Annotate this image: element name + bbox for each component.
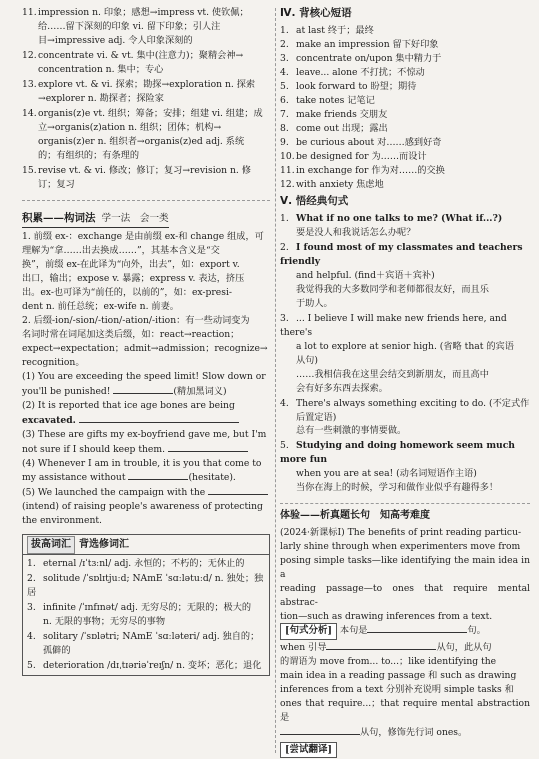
phrase-item xyxy=(280,66,530,80)
entry-line: eternal /ɪˈtɜːnl/ adj. 永恒的；不朽的；无休止的 xyxy=(43,557,245,569)
exam-line: larly shine through when experimenters move from xyxy=(280,540,521,552)
sentence-number: 3. xyxy=(280,312,289,324)
phrase-item xyxy=(280,80,530,94)
entry-line: 给……留下深刻的印象 vi. 留下印象；引人注 xyxy=(38,20,221,32)
section-subtitle-text: 学一法 会一类 xyxy=(101,212,169,224)
exercise-1 xyxy=(22,370,270,399)
entry-number: 12. xyxy=(22,49,37,61)
phrase-item xyxy=(280,108,530,122)
entry-number: 15. xyxy=(22,164,37,176)
phrase-text: leave... alone 不打扰；不惊动 xyxy=(296,66,425,78)
entry-line: impression n. 印象；感想→impress vt. 使钦佩； xyxy=(38,7,249,18)
advanced-vocab-box xyxy=(22,534,270,676)
entry-number: 5. xyxy=(27,659,36,671)
item-line: recognition。 xyxy=(22,356,85,368)
entry-line: 立→organis(z)ation n. 组织；团体；机构→ xyxy=(38,121,222,133)
phrase-item xyxy=(280,94,530,108)
item-line: 出口，输出；expose v. 暴露；express v. 表达，挤压 xyxy=(22,272,245,284)
analysis-text: 从句，修饰先行词 ones。 xyxy=(360,726,468,738)
entry-line: explore vt. & vi. 探索；勘探→exploration n. 探索 xyxy=(38,78,256,90)
phrase-number: 8. xyxy=(280,122,289,134)
exercise-text: (1) You are exceeding the speed limit! Slow down or xyxy=(22,370,266,382)
phrase-number: 7. xyxy=(280,108,289,120)
phrase-number: 3. xyxy=(280,52,289,64)
phrase-item xyxy=(280,164,530,178)
exercise-text: (2) It is reported that ice age bones are being xyxy=(22,399,235,411)
entry-line: organis(z)er n. 组织者→organis(z)ed adj. 系统 xyxy=(38,135,245,147)
sentence-line: 会有好多东西去探索。 xyxy=(296,382,388,394)
exam-line: (2024·新课标Ⅰ) The benefits of print reading particu- xyxy=(280,526,522,538)
experience-title: 体验——析真题长句 知高考难度 xyxy=(280,510,430,522)
phrase-text: come out 出现；露出 xyxy=(296,122,388,134)
phrase-text: be designed for 为……而设计 xyxy=(296,150,427,162)
entry-number: 4. xyxy=(27,630,36,642)
analysis-text: when 引导 xyxy=(280,641,327,653)
phrase-text: concentrate on/upon 集中精力于 xyxy=(296,52,442,64)
exercise-text: my assistance without xyxy=(22,472,126,484)
exam-sentence xyxy=(280,526,530,624)
answer-blank[interactable] xyxy=(79,413,239,423)
sentence-line: a lot to explore at senior high. (省略 that 的宾语 xyxy=(296,340,514,352)
phrase-number: 1. xyxy=(280,24,289,36)
answer-blank[interactable] xyxy=(326,640,436,650)
box-title: 背选修词汇 xyxy=(79,539,129,551)
column-divider xyxy=(275,8,276,753)
translate-block xyxy=(280,742,530,758)
sentence-line: 从句) xyxy=(296,354,318,366)
item-head: 2. 后缀-ion/-sion/-tion/-ation/-ition：有一些动词变为 xyxy=(22,314,250,326)
advanced-vocab-item xyxy=(27,601,265,629)
sentence-line: Studying and doing homework seem much more fun xyxy=(280,440,515,466)
entry-number: 11. xyxy=(22,7,37,18)
sentence-line: 后置定语) xyxy=(296,411,337,423)
section-divider xyxy=(22,200,270,201)
phrase-item xyxy=(280,122,530,136)
section-title-text: 积累——构词法 xyxy=(22,211,96,224)
sentences-section-title: Ⅴ. 悟经典句式 xyxy=(280,194,349,207)
advanced-vocab-item xyxy=(27,630,265,658)
analysis-text: 本句是 xyxy=(339,625,368,637)
phrase-item xyxy=(280,136,530,150)
answer-blank[interactable] xyxy=(168,442,248,452)
phrase-item xyxy=(280,150,530,164)
exercise-5 xyxy=(22,485,270,528)
vocab-entry-12 xyxy=(22,49,270,77)
sentence-line: ……我相信我在这里会结交到新朋友，而且高中 xyxy=(296,368,489,380)
exam-line: reading passage—to ones that require mental abstrac- xyxy=(280,582,530,608)
item-head: 1. 前缀 ex-：exchange 是由前缀 ex-和 change 组成，可 xyxy=(22,230,264,242)
phrase-number: 2. xyxy=(280,38,289,50)
sentence-line: 总有一些刺激的事情要做。 xyxy=(296,425,407,437)
analysis-text: main idea in a reading passage 和 such as drawing xyxy=(280,669,517,681)
translate-tag: [尝试翻译] xyxy=(280,742,337,758)
analysis-text: 的谓语为 move from... to...；like identifying the xyxy=(280,655,497,667)
entry-line: 订；复习 xyxy=(38,178,75,190)
vocab-entry-14 xyxy=(22,107,270,163)
entry-line: concentrate vi. & vt. 集中(注意力)；聚精会神→ xyxy=(38,49,244,61)
analysis-block xyxy=(280,623,530,739)
left-column xyxy=(22,6,270,676)
item-line: dent n. 前任总统；ex-wife n. 前妻。 xyxy=(22,300,179,312)
entry-line: concentration n. 集中；专心 xyxy=(38,63,164,75)
exercise-text: not sure if I should keep them. xyxy=(22,443,165,455)
vocab-entry-13 xyxy=(22,78,270,106)
exam-line: posing simple tasks—like identifying the main idea in a xyxy=(280,554,530,580)
exercise-text: the environment. xyxy=(22,515,102,527)
exam-line: tion—such as drawing inferences from a text. xyxy=(280,610,493,622)
phrase-number: 4. xyxy=(280,66,289,78)
phrase-number: 9. xyxy=(280,136,289,148)
phrases-section-title: Ⅳ. 背核心短语 xyxy=(280,7,352,19)
answer-blank[interactable] xyxy=(208,485,268,495)
sentence-number: 5. xyxy=(280,440,289,452)
phrase-number: 11. xyxy=(280,164,295,176)
phrase-text: in exchange for 作为对……的交换 xyxy=(296,164,445,176)
exercise-text: (5) We launched the campaign with the xyxy=(22,487,206,499)
word-formation-title xyxy=(22,211,169,228)
entry-line: deterioration /dɪˌtɪəriəˈreɪʃn/ n. 变坏；恶化；退化 xyxy=(43,659,262,671)
sentence-line: 于助人。 xyxy=(296,297,333,309)
phrase-number: 10. xyxy=(280,150,295,162)
entry-number: 1. xyxy=(27,557,36,569)
vocab-entry-11 xyxy=(22,6,270,48)
answer-blank[interactable] xyxy=(367,623,467,633)
phrase-text: take notes 记笔记 xyxy=(296,94,375,106)
sentence-line: 要是没人和我说话怎么办呢？ xyxy=(296,226,416,238)
entry-line: 目→impressive adj. 令人印象深刻的 xyxy=(38,34,193,46)
sentence-line: 我觉得我的大多数同学和老师都很友好，而且乐 xyxy=(296,283,489,295)
phrase-item xyxy=(280,38,530,52)
entry-line: solitude /ˈsɒlɪtjuːd; NAmE ˈsɑːlətuːd/ n. 独处；独居 xyxy=(27,572,264,598)
sentence-line: I found most of my classmates and teachers friendly xyxy=(280,241,523,267)
exercise-2 xyxy=(22,399,270,428)
analysis-text: 句。 xyxy=(467,625,486,637)
sentence-number: 2. xyxy=(280,241,289,253)
exercise-text: excavated. xyxy=(22,414,76,426)
sentence-line: and helpful. (find＋宾语＋宾补) xyxy=(296,269,435,281)
section-divider xyxy=(280,503,530,504)
box-tag: 拔高词汇 xyxy=(27,536,75,553)
phrase-item xyxy=(280,52,530,66)
sentence-item-5 xyxy=(280,439,530,495)
sentence-number: 1. xyxy=(280,212,289,224)
sentence-line: when you are at sea! (动名词短语作主语) xyxy=(296,468,477,480)
phrase-number: 12. xyxy=(280,178,295,190)
exercise-hint: (精加黑词义) xyxy=(173,385,227,397)
exercise-text: (3) These are gifts my ex-boyfriend gave me, but I'm xyxy=(22,428,267,440)
exercise-text: you'll be punished! xyxy=(22,385,111,397)
analysis-text: inferences from a text 分别补充说明 simple tasks 和 xyxy=(280,683,514,695)
item-line: 换”，前缀 ex-在此译为“向外，出去”，如：export v. xyxy=(22,258,240,270)
phrase-number: 5. xyxy=(280,80,289,92)
entry-line: infinite /ˈɪnfɪnət/ adj. 无穷尽的；无限的；极大的 xyxy=(43,601,252,613)
sentence-number: 4. xyxy=(280,397,289,409)
right-column xyxy=(280,6,530,758)
sentence-line: 当你在海上的时候，学习和做作业似乎有趣得多！ xyxy=(296,482,499,494)
analysis-text: 从句，此从句 xyxy=(436,641,492,653)
phrase-text: look forward to 盼望；期待 xyxy=(296,80,417,92)
answer-blank[interactable] xyxy=(113,384,173,394)
exercise-hint: (hesitate). xyxy=(188,472,236,484)
vocab-entry-15 xyxy=(22,164,270,192)
sentence-item-1 xyxy=(280,212,530,240)
entry-number: 14. xyxy=(22,107,37,119)
item-line: expect→expectation；admit→admission；recognize→ xyxy=(22,342,268,354)
entry-line: 孤僻的 xyxy=(43,644,71,656)
entry-number: 13. xyxy=(22,78,37,90)
phrase-text: with anxiety 焦虑地 xyxy=(296,178,384,190)
sentence-item-3 xyxy=(280,312,530,396)
answer-blank[interactable] xyxy=(280,725,360,735)
advanced-vocab-header xyxy=(23,536,269,554)
entry-line: revise vt. & vi. 修改；修订；复习→revision n. 修 xyxy=(38,164,251,176)
item-line: 名词时常在词尾加这类后缀，如：react→reaction； xyxy=(22,328,240,340)
phrase-number: 6. xyxy=(280,94,289,106)
analysis-text: ones that require...；that require mental abstraction 是 xyxy=(280,697,530,723)
entry-number: 2. xyxy=(27,572,36,584)
phrase-text: at last 终于；最终 xyxy=(296,24,374,36)
analysis-tag: [句式分析] xyxy=(280,623,337,639)
exercise-4 xyxy=(22,457,270,486)
exercise-text: (4) Whenever I am in trouble, it is you that come to xyxy=(22,457,262,469)
phrase-text: make friends 交朋友 xyxy=(296,108,388,120)
phrase-item xyxy=(280,24,530,38)
sentence-line: ... I believe I will make new friends here, and there's xyxy=(280,312,507,338)
exercise-text: (intend) of raising people's awareness of protecting xyxy=(22,501,263,513)
prefix-ex-item xyxy=(22,230,270,314)
item-line: 出。ex-也可译为“前任的，以前的”，如：ex-presi- xyxy=(22,286,232,298)
entry-line: n. 无限的事物；无穷尽的事物 xyxy=(43,615,166,627)
phrase-item xyxy=(280,178,530,192)
phrase-text: make an impression 留下好印象 xyxy=(296,38,439,50)
advanced-vocab-item xyxy=(27,572,265,600)
entry-number: 3. xyxy=(27,601,36,613)
entry-line: →explorer n. 勘探者；探险家 xyxy=(38,92,164,104)
suffix-ion-item xyxy=(22,314,270,370)
entry-line: solitary /ˈsɒlətri; NAmE ˈsɑːləteri/ adj. 独自的； xyxy=(43,630,260,642)
phrase-text: be curious about 对……感到好奇 xyxy=(296,136,442,148)
sentence-line: What if no one talks to me? (What if...?) xyxy=(296,212,503,224)
answer-blank[interactable] xyxy=(128,470,188,480)
sentence-item-4 xyxy=(280,397,530,439)
advanced-vocab-item xyxy=(27,557,265,571)
entry-line: 的；有组织的；有条理的 xyxy=(38,149,140,161)
advanced-vocab-item xyxy=(27,659,265,673)
item-line: 理解为“拿……出去换成……”，其基本含义是“交 xyxy=(22,244,220,256)
sentence-item-2 xyxy=(280,241,530,311)
entry-line: organis(z)e vt. 组织；筹备；安排；组建 vi. 组建；成 xyxy=(38,107,263,119)
exercise-3 xyxy=(22,428,270,457)
sentence-line: There's always something exciting to do. (不定式作 xyxy=(296,397,530,409)
